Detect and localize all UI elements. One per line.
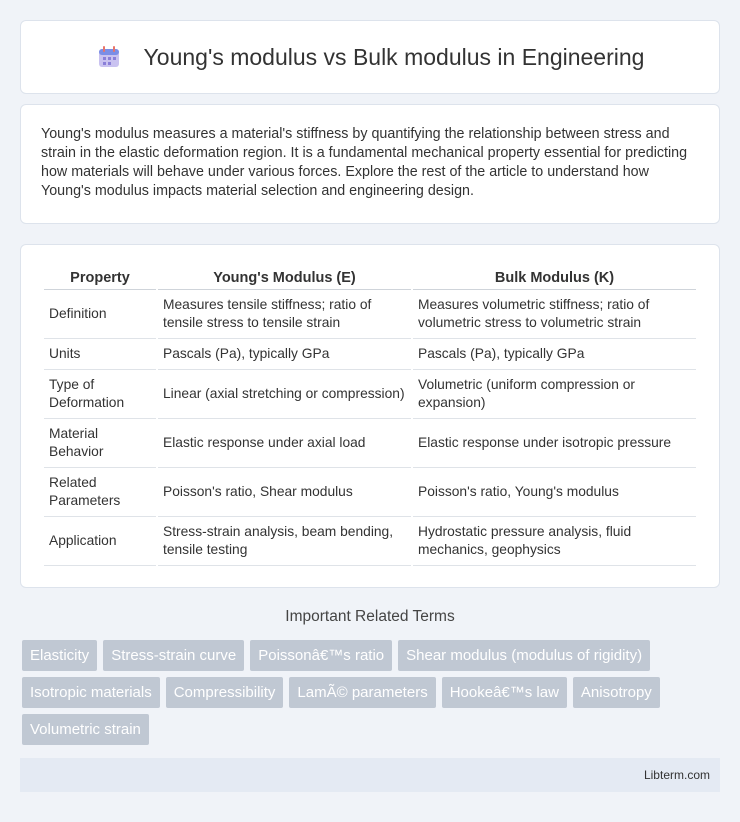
table-cell: Material Behavior — [44, 419, 156, 468]
table-cell: Application — [44, 517, 156, 566]
footer — [20, 758, 720, 792]
term-tag-anisotropy[interactable]: Anisotropy — [573, 677, 660, 708]
term-tag-compressibility[interactable]: Compressibility — [166, 677, 284, 708]
term-tag-hookes-law[interactable]: Hookeâ€™s law — [442, 677, 567, 708]
table-row — [44, 517, 696, 566]
table-cell: Stress-strain analysis, beam bending, tensile testing — [158, 517, 411, 566]
column-header: Property — [44, 267, 156, 290]
term-tag-stress-strain-curve[interactable]: Stress-strain curve — [103, 640, 244, 671]
calendar-icon — [96, 44, 122, 70]
column-header: Young's Modulus (E) — [158, 267, 411, 290]
table-cell: Linear (axial stretching or compression) — [158, 370, 411, 419]
table-cell: Measures volumetric stiffness; ratio of volumetric stress to volumetric strain — [413, 290, 696, 339]
table-cell: Poisson's ratio, Young's modulus — [413, 468, 696, 517]
intro-text: Young's modulus measures a material's stiffness by quantifying the relationship between stress and strain in the elastic deformation region. It is a fundamental mechanical property essential for predicting how materials will behave under various forces. Explore the rest of the article to understand how Young's modulus impacts material selection and engineering design. — [41, 126, 688, 199]
table-cell: Pascals (Pa), typically GPa — [413, 339, 696, 370]
table-cell: Pascals (Pa), typically GPa — [158, 339, 411, 370]
table-row — [44, 468, 696, 517]
table-cell: Elastic response under isotropic pressure — [413, 419, 696, 468]
table-cell: Definition — [44, 290, 156, 339]
page-title: Young's modulus vs Bulk modulus in Engineering — [143, 43, 645, 70]
term-tag-isotropic-materials[interactable]: Isotropic materials — [22, 677, 160, 708]
table-row — [44, 419, 696, 468]
table-cell: Volumetric (uniform compression or expansion) — [413, 370, 696, 419]
table-cell: Measures tensile stiffness; ratio of tensile stress to tensile strain — [158, 290, 411, 339]
term-tag-poissons-ratio[interactable]: Poissonâ€™s ratio — [250, 640, 392, 671]
table-cell: Elastic response under axial load — [158, 419, 411, 468]
comparison-table — [42, 267, 698, 566]
comparison-card — [20, 244, 720, 588]
term-tag-volumetric-strain[interactable]: Volumetric strain — [22, 714, 149, 745]
table-cell: Units — [44, 339, 156, 370]
table-row — [44, 370, 696, 419]
column-header: Bulk Modulus (K) — [413, 267, 696, 290]
table-cell: Poisson's ratio, Shear modulus — [158, 468, 411, 517]
related-terms-heading: Important Related Terms — [285, 608, 455, 625]
table-cell: Hydrostatic pressure analysis, fluid mechanics, geophysics — [413, 517, 696, 566]
title-card — [20, 20, 720, 94]
footer-site-link[interactable]: Libterm.com — [643, 768, 710, 782]
table-row — [44, 339, 696, 370]
table-row — [44, 290, 696, 339]
intro-card — [20, 104, 720, 224]
related-terms-list — [22, 640, 722, 751]
table-header-row — [44, 267, 696, 290]
table-cell: Type of Deformation — [44, 370, 156, 419]
term-tag-shear-modulus[interactable]: Shear modulus (modulus of rigidity) — [398, 640, 650, 671]
term-tag-lame-parameters[interactable]: LamÃ© parameters — [289, 677, 435, 708]
table-cell: Related Parameters — [44, 468, 156, 517]
term-tag-elasticity[interactable]: Elasticity — [22, 640, 97, 671]
